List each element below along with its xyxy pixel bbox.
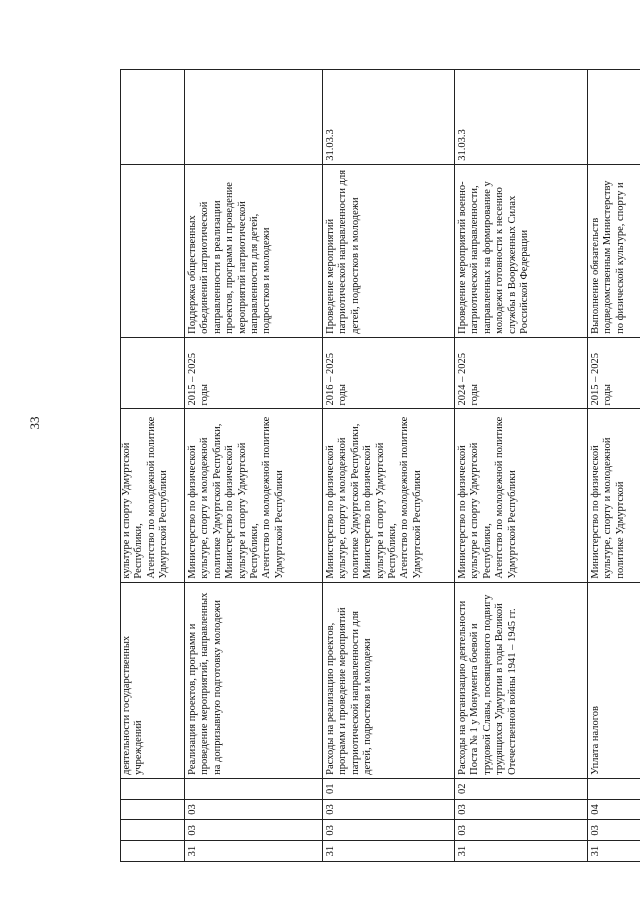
code-cell-main-event xyxy=(121,799,185,820)
name-cell: Уплата налогов xyxy=(588,582,640,778)
code-cell-main-event: 03 xyxy=(455,799,588,820)
code-cell-event xyxy=(121,778,185,799)
executors-cell: Министерство по физической культуре, спорту и молодежной политике Удмуртской xyxy=(588,409,640,582)
program-table xyxy=(120,69,640,862)
rotated-table-area xyxy=(120,69,640,862)
period-cell: 2016 – 2025 годы xyxy=(323,337,455,409)
table-row xyxy=(121,70,185,862)
code-cell-main-event: 04 xyxy=(588,799,640,820)
code-cell-event xyxy=(588,778,640,799)
name-cell: Расходы на реализацию проектов, программ и проведение мероприятий патриотической направленности для детей, подростков и молодежи xyxy=(323,582,455,778)
period-cell: 2015 – 2025 годы xyxy=(185,337,323,409)
code-cell-program: 31 xyxy=(323,841,455,862)
expected-result-cell: Поддержка общественных объединений патриотической направленности в реализации проектов, программ и проведение мероприятий патриотической направленности для детей, подростков и молодежи xyxy=(185,164,323,337)
code-cell-program: 31 xyxy=(185,841,323,862)
executors-cell: культуре и спорту Удмуртской Республики, Агентство по молодежной политике Удмуртской Республики xyxy=(121,409,185,582)
name-cell: Расходы на организацию деятельности Поста № 1 у Монумента боевой и трудовой Славы, посвященного подвигу трудящихся Удмуртии в годы Великой Отечественной войны 1941 – 1945 гг. xyxy=(455,582,588,778)
code-cell-subprogram xyxy=(121,820,185,841)
executors-cell: Министерство по физической культуре и спорту Удмуртской Республики, Агентство по молодежной политике Удмуртской Республики xyxy=(455,409,588,582)
code-cell-event: 02 xyxy=(455,778,588,799)
table-row xyxy=(455,70,588,862)
code-cell-event xyxy=(185,778,323,799)
period-cell: 2024 – 2025 годы xyxy=(455,337,588,409)
expected-result-cell: Проведение мероприятий патриотической направленности для детей, подростков и молодежи xyxy=(323,164,455,337)
code-cell-event: 01 xyxy=(323,778,455,799)
executors-cell: Министерство по физической культуре, спорту и молодежной политике Удмуртской Республики, Министерство по физической культуре и спорту Удмуртской Республики, Агентство по молодежной политике Удмуртской Республики xyxy=(185,409,323,582)
indicator-code-cell xyxy=(588,70,640,165)
name-cell: деятельности государственных учреждений xyxy=(121,582,185,778)
page-number: 33 xyxy=(27,416,42,430)
expected-result-cell xyxy=(121,164,185,337)
period-cell xyxy=(121,337,185,409)
executors-cell: Министерство по физической культуре, спорту и молодежной политике Удмуртской Республики, Министерство по физической культуре и спорту Удмуртской Республики, Агентство по молодежной политике Удмуртской Республики xyxy=(323,409,455,582)
code-cell-subprogram: 03 xyxy=(185,820,323,841)
code-cell-program: 31 xyxy=(588,841,640,862)
code-cell-main-event: 03 xyxy=(323,799,455,820)
code-cell-program: 31 xyxy=(455,841,588,862)
indicator-code-cell: 31.03.3 xyxy=(323,70,455,165)
code-cell-main-event: 03 xyxy=(185,799,323,820)
table-row xyxy=(588,70,640,862)
name-cell: Реализация проектов, программ и проведение мероприятий, направленных на допризывную подготовку молодежи xyxy=(185,582,323,778)
code-cell-subprogram: 03 xyxy=(588,820,640,841)
table-row xyxy=(185,70,323,862)
indicator-code-cell xyxy=(121,70,185,165)
indicator-code-cell: 31.03.3 xyxy=(455,70,588,165)
period-cell: 2015 – 2025 годы xyxy=(588,337,640,409)
code-cell-subprogram: 03 xyxy=(455,820,588,841)
indicator-code-cell xyxy=(185,70,323,165)
expected-result-cell: Проведение мероприятий военно-патриотической направленности, направленных на формирование у молодежи готовности к несению службы в Вооруженных Силах Российской Федерации xyxy=(455,164,588,337)
table-row xyxy=(323,70,455,862)
code-cell-subprogram: 03 xyxy=(323,820,455,841)
expected-result-cell: Выполнение обязательств подведомственным Министерству по физической культуре, спорту и xyxy=(588,164,640,337)
code-cell-program xyxy=(121,841,185,862)
